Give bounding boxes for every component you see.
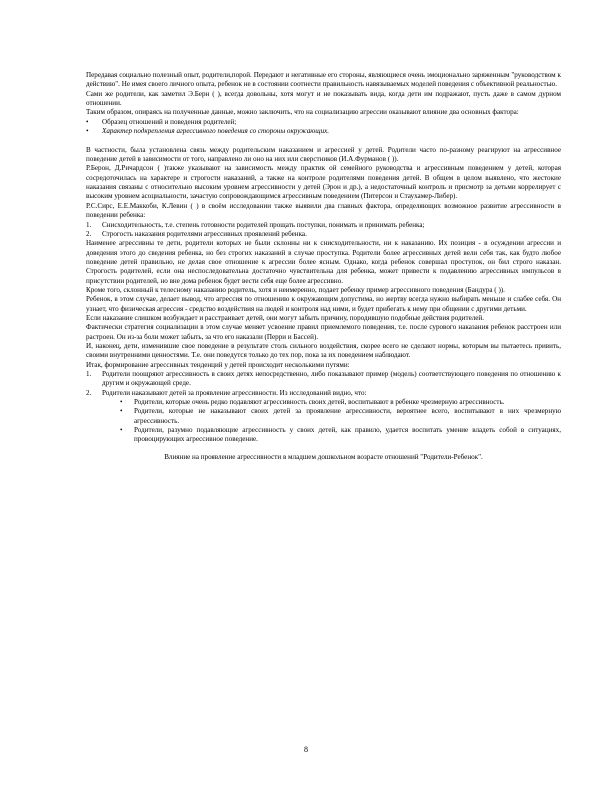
paragraph: Р.С.Сирс, Е.Е.Маккоби, К.Левин ( ) в своём исследовании также выявили два главных фактора, определяющих возможное развитие агрессивности в поведении ребенка: (86, 201, 561, 220)
paragraph: Итак, формирование агрессивных тенденций у детей происходит несколькими путями: (86, 360, 350, 369)
bullet-icon: • (120, 407, 123, 416)
item-number: 2. (86, 229, 92, 238)
bullet-icon: • (120, 398, 123, 407)
bullet-text: Характер подкрепления агрессивного поведения со стороны окружающих. (102, 127, 330, 136)
paragraph: В частности, была установлена связь между родительским наказанием и агрессией у детей. Родители часто по-разному реагируют на агрессивное поведение детей в зависимости от того, направлено ли оно на них или сверстников (И.А.Фурманов ( )). (86, 145, 561, 164)
sub-bullet-item (120, 426, 561, 445)
bullet-text: Родители, которые очень редко подавляют агрессивность своих детей, воспитывают в ребенке чрезмерную агрессивность. (134, 398, 505, 407)
sub-bullet-item (120, 398, 561, 407)
paragraph: Таким образом, опираясь на полученные данные, можно заключить, что на социализацию агрессии оказывают влияние два основных фактора: (86, 108, 519, 117)
paragraph: Р.Берон, Д.Ричардсон ( )также указывают на зависимость между практик ой семейного руководства и агрессивным поведением у детей, которая сосредоточилась на характере и строгости наказаний, а также на контроле родителями поведения детей. В общем в целом выявлено, что жестокие наказания связаны с относительно высоким уровнем агрессивности у детей (Эрон и др.), а недостаточный контроль и присмотр за детьми коррелирует с высоким уровнем асоциальности, зачастую сопровождающимся агрессивным поведением (Питерсон и Стаухамер-Либер). (86, 164, 561, 201)
numbered-item (86, 221, 561, 230)
document-page (86, 71, 561, 462)
item-number: 1. (86, 220, 92, 229)
paragraph: Сами же родители, как заметил Э.Берн ( ), всегда довольны, хотя могут и не показывать вида, когда дети им подражают, пусть даже в самом дурном отношении. (86, 89, 561, 108)
bullet-item (86, 127, 561, 136)
bullet-icon: • (120, 426, 123, 435)
sub-bullet-item (120, 407, 561, 426)
paragraph: И, наконец, дети, изменившие свое поведение в результате столь сильного воздействия, скорее всего не сделают нормы, которым вы пытаетесь привить, своими внутренними ценностями. Т.е. они поведутся только до тех пор, пока за их поведением наблюдают. (86, 341, 561, 360)
item-number: 2. (86, 388, 92, 397)
numbered-item (86, 389, 561, 398)
numbered-item (86, 230, 561, 239)
bullet-icon: • (86, 117, 89, 126)
item-number: 1. (86, 370, 92, 378)
bullet-text: Родители, разумно подавляющие агрессивность у своих детей, как правило, удается воспитать умение владеть собой в ситуациях, провоцирующих агрессивное поведение. (134, 426, 561, 444)
bullet-text: Образец отношений и поведения родителей; (102, 117, 237, 126)
paragraph: Если наказание слишком возбуждает и расстраивает детей, они могут забыть причину, породившую подобные действия родителей. (86, 313, 484, 322)
item-text: Родители наказывают детей за проявление агрессивности. Из исследований видно, что: (102, 388, 367, 397)
bullet-icon: • (86, 127, 89, 136)
paragraph: Кроме того, склонный к телесному наказанию родитель, хотя и неимеренно, подает ребенку пример агрессивного поведения (Бандура ( )). (86, 285, 505, 294)
bullet-item (86, 118, 561, 127)
item-text: Строгость наказания родителями агрессивных проявлений ребенка. (102, 229, 307, 238)
paragraph: Фактически стратегия социализации в этом случае меняет усвоение правил приемлемого поведения, т.е. после сурового наказания ребенок расстроен или растроен. Он из-за боли может забыть, за что его наказали (Перри и Бассей). (86, 323, 561, 341)
paragraph: Ребенок, в этом случае, делает вывод, что агрессия по отношению к окружающим допустима, но жертву всегда нужно выбирать меньше и слабее себя. Он узнает, что физическая агрессия - средство воздействия на людей и контроля над ними, и будет прибегать к нему при общении с другими детьми. (86, 295, 561, 313)
page-number: 8 (304, 745, 308, 754)
bullet-text: Родители, которые не наказывают своих детей за проявление агрессивности, вероятнее всего, воспитывают в них чрезмерную агрессивность. (134, 407, 561, 425)
item-text: Снисходительность, т.е. степень готовности родителей прощать поступки, понимать и принимать ребенка; (102, 220, 425, 229)
numbered-item (86, 370, 561, 389)
paragraph: Наименее агрессивны те дети, родители которых не были склонны ни к снисходительности, ни к наказанию. Их позиция - в осуждении агрессии и доведения этого до сведения ребенка, но без строгих наказаний в случае проступка. Родители более агрессивных детей вели себя так, как будто любое поведение детей правильно, не делая свое отношение к агрессии более ясным. Однако, когда ребенок совершал проступок, он бил строго наказан. Строгость родителей, если она неспоследовательна достаточно чувствительна для ребенка, может привести к подавлению агрессивных импульсов в присутствии родителей, но вне дома ребенок будет вести себя еще более агрессивно. (86, 239, 561, 285)
item-text: Родители поощряют агрессивность в своих детях непосредственно, либо показывают пример (модель) соответствующего поведения по отношению к другим и окружающей среде. (102, 370, 561, 388)
closing-heading: Влияние на проявление агрессивности в младшем дошкольном возрасте отношений "Родители-Ребенок". (164, 452, 483, 461)
paragraph: Передавая социально полезный опыт, родители,порой. Передают и негативные его стороны, являющиеся очень эмоционально заряженным "руководством к действию". Не имея своего личного опыта, ребенок не в состоянии соотнести правильность навязываемых моделей поведения с объективной реальностью. (86, 71, 561, 89)
